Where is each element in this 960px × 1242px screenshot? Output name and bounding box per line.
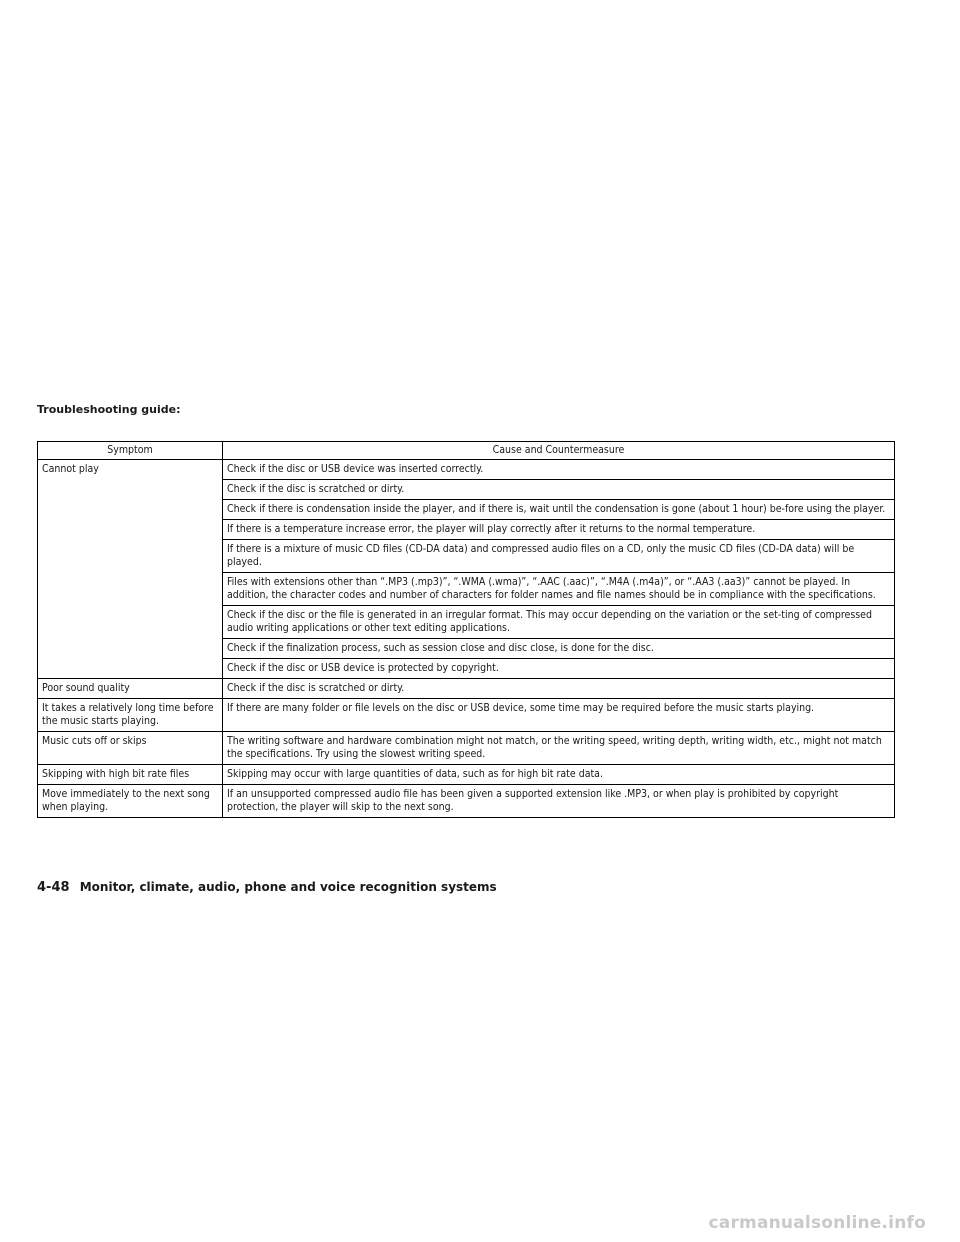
table-row: [38, 460, 895, 480]
cause-cell: Check if the disc or the file is generated in an irregular format. This may occur depending on the variation or the set-ting of compressed audio writing applications or other text editing applications.: [223, 606, 895, 639]
header-cause: Cause and Countermeasure: [223, 442, 895, 460]
symptom-cell: Music cuts off or skips: [38, 732, 223, 765]
table-row: [38, 699, 895, 732]
cause-cell: Check if there is condensation inside the player, and if there is, wait until the condensation is gone (about 1 hour) be-fore using the player.: [223, 500, 895, 520]
watermark: carmanualsonline.info: [708, 1213, 926, 1233]
cause-cell: Files with extensions other than “.MP3 (.mp3)”, “.WMA (.wma)”, “.AAC (.aac)”, “.M4A (.m4a)”, or “.AA3 (.aa3)” cannot be played. In addition, the character codes and number of characters for folder names and file names should be in compliance with the specifications.: [223, 573, 895, 606]
cause-cell: If an unsupported compressed audio file has been given a supported extension like .MP3, or when play is prohibited by copyright protection, the player will skip to the next song.: [223, 785, 895, 818]
page-number: 4-48: [37, 880, 70, 895]
symptom-cell: Skipping with high bit rate files: [38, 765, 223, 785]
table-row: [38, 732, 895, 765]
page-footer: [37, 880, 497, 895]
section-title: Troubleshooting guide:: [37, 403, 181, 416]
chapter-title: Monitor, climate, audio, phone and voice recognition systems: [79, 880, 497, 894]
table-row: [38, 679, 895, 699]
cause-cell: The writing software and hardware combination might not match, or the writing speed, writing depth, writing width, etc., might not match the specifications. Try using the slowest writing speed.: [223, 732, 895, 765]
symptom-cell: It takes a relatively long time before the music starts playing.: [38, 699, 223, 732]
symptom-cell: Move immediately to the next song when playing.: [38, 785, 223, 818]
cause-cell: Check if the disc or USB device was inserted correctly.: [223, 460, 895, 480]
cause-cell: Check if the disc is scratched or dirty.: [223, 480, 895, 500]
cause-cell: If there is a mixture of music CD files (CD-DA data) and compressed audio files on a CD, only the music CD files (CD-DA data) will be played.: [223, 540, 895, 573]
cause-cell: Check if the finalization process, such as session close and disc close, is done for the disc.: [223, 639, 895, 659]
cause-cell: Check if the disc or USB device is protected by copyright.: [223, 659, 895, 679]
symptom-cell: Cannot play: [38, 460, 223, 679]
header-symptom: Symptom: [38, 442, 223, 460]
cause-cell: Check if the disc is scratched or dirty.: [223, 679, 895, 699]
troubleshooting-table: [37, 441, 895, 818]
cause-cell: If there are many folder or file levels on the disc or USB device, some time may be required before the music starts playing.: [223, 699, 895, 732]
table-header-row: [38, 442, 895, 460]
cause-cell: If there is a temperature increase error, the player will play correctly after it returns to the normal temperature.: [223, 520, 895, 540]
table-row: [38, 785, 895, 818]
cause-cell: Skipping may occur with large quantities of data, such as for high bit rate data.: [223, 765, 895, 785]
symptom-cell: Poor sound quality: [38, 679, 223, 699]
table-row: [38, 765, 895, 785]
